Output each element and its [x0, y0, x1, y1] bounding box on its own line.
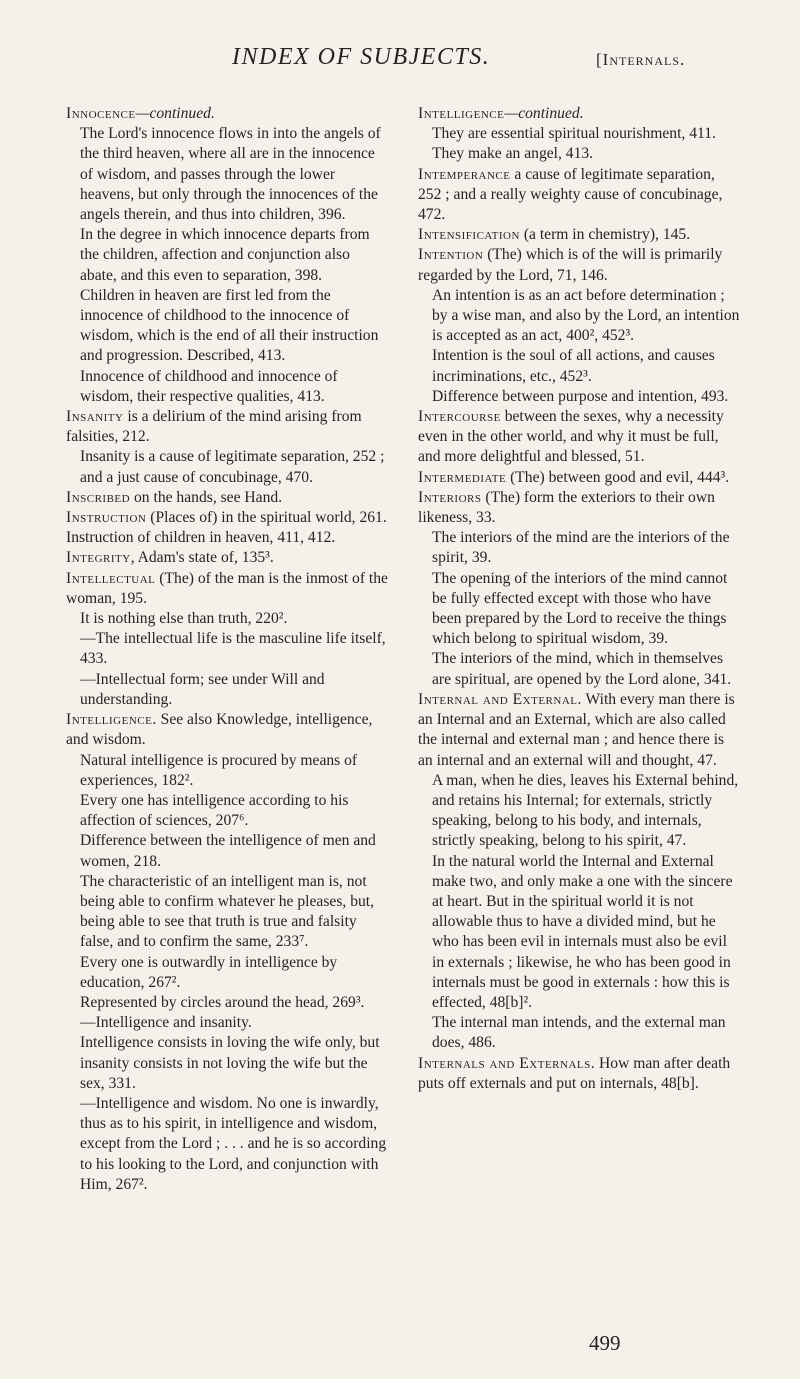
index-subentry: Natural intelligence is procured by means of experiences, 182².: [80, 751, 358, 789]
index-subentry: In the natural world the Internal and External make two, and only make a one with the sincere at heart. But in the spiritual world it is not allowable thus to have a divided mind, but he who has been evil in internals must also be evil in externals ; likewise, he who has been good in internals must be good in externals : how this is effected, 48[b]².: [432, 852, 733, 1011]
left-column: [66, 104, 388, 1195]
index-entry: [418, 488, 740, 528]
index-subentry: —Intelligence and wisdom. No one is inwardly, thus as to his spirit, in intelligence and wisdom, except from the Lord ; . . . and he is so according to his looking to the Lord, and conjunction with Him, 267².: [80, 1094, 387, 1193]
running-title: INDEX OF SUBJECTS.: [232, 44, 491, 70]
entry-text: —continued.: [135, 105, 215, 122]
index-entry: [66, 548, 388, 568]
index-subentry: —The intellectual life is the masculine life itself, 433.: [80, 630, 386, 668]
index-subentry: —Intellectual form; see under Will and understanding.: [80, 670, 325, 708]
index-entry: [66, 104, 388, 124]
entry-heading: Intermediate: [418, 468, 507, 486]
index-subentry: They make an angel, 413.: [432, 145, 594, 163]
entry-heading: Intellectual: [66, 569, 156, 587]
entry-text: , Adam's state of, 135³.: [130, 549, 274, 567]
page-header: [0, 44, 800, 84]
index-entry: [418, 165, 740, 226]
index-entry: [418, 690, 740, 771]
index-subentry: The interiors of the mind, which in themselves are spiritual, are opened by the Lord alone, 341.: [432, 650, 732, 688]
index-subentry: Every one has intelligence according to his affection of sciences, 207⁶.: [80, 791, 349, 830]
entry-text: (Places of) in the spiritual world, 261. Instruction of children in heaven, 411, 412.: [66, 509, 387, 547]
index-entry: [418, 104, 740, 124]
index-subentry: Intelligence consists in loving the wife only, but insanity consists in not loving the wife but the sex, 331.: [80, 1034, 380, 1092]
entry-heading: Internals and Externals.: [418, 1054, 596, 1072]
entry-heading: Interiors: [418, 488, 482, 506]
entry-text: See also Knowledge, intelligence, and wisdom.: [66, 711, 373, 749]
entry-text: on the hands, see Hand.: [130, 488, 283, 506]
entry-heading: Intention: [418, 246, 484, 264]
index-subentry: It is nothing else than truth, 220².: [80, 610, 288, 628]
index-subentry: Every one is outwardly in intelligence by education, 267².: [80, 953, 338, 991]
index-entry: [418, 1054, 740, 1094]
entry-text: (The) between good and evil, 444³.: [506, 468, 730, 486]
index-entry: [66, 569, 388, 609]
page-number: 499: [589, 1331, 621, 1355]
entry-heading: Integrity: [66, 549, 131, 567]
index-subentry: The internal man intends, and the external man does, 486.: [432, 1014, 726, 1052]
index-subentry: They are essential spiritual nourishment, 411.: [432, 125, 716, 143]
right-column: [418, 104, 740, 1094]
index-entry: [418, 245, 740, 285]
index-subentry: Innocence of childhood and innocence of wisdom, their respective qualities, 413.: [80, 367, 338, 405]
entry-heading: Intemperance: [418, 165, 511, 183]
entry-text: (The) form the exteriors to their own likeness, 33.: [418, 488, 715, 527]
entry-heading: Intelligence.: [66, 711, 157, 729]
entry-text: between the sexes, why a necessity even in the other world, and why it must be full, and more delightful and blessed, 51.: [418, 408, 724, 466]
entry-heading: Intelligence: [418, 105, 505, 122]
index-subentry: The opening of the interiors of the mind cannot be fully effected except with those who have been prepared by the Lord to receive the things which belong to spiritual wisdom, 39.: [432, 569, 728, 648]
index-subentry: The characteristic of an intelligent man is, not being able to confirm whatever he pleases, but, being able to see that truth is true and falsity false, and to confirm the same, 233⁷.: [80, 872, 375, 951]
entry-text: With every man there is an Internal and an External, which are also called the internal and external man ; and hence there is an internal and an external will and thought, 47.: [418, 690, 735, 769]
section-tag: [Internals.: [596, 50, 686, 69]
index-subentry: Difference between the intelligence of men and women, 218.: [80, 832, 376, 870]
entry-heading: Instruction: [66, 509, 147, 527]
entry-heading: Inscribed: [66, 488, 131, 506]
index-entry: [418, 468, 740, 488]
entry-text: (a term in chemistry), 145.: [519, 226, 691, 244]
entry-heading: Innocence: [66, 105, 136, 122]
entry-text: (The) which is of the will is primarily regarded by the Lord, 71, 146.: [418, 246, 723, 284]
index-subentry: Difference between purpose and intention, 493.: [432, 387, 729, 405]
index-entry: [418, 407, 740, 468]
index-subentry: —Intelligence and insanity.: [80, 1014, 252, 1032]
entry-heading: Intensification: [418, 226, 520, 244]
entry-heading: Internal and External.: [418, 690, 582, 708]
entry-text: a cause of legitimate separation, 252 ; and a really weighty cause of concubinage, 472.: [418, 165, 723, 224]
index-subentry: Children in heaven are first led from the innocence of childhood to the innocence of wisdom, which is the end of all their instruction and progression. Described, 413.: [80, 286, 379, 365]
entry-text: (The) of the man is the inmost of the woman, 195.: [66, 569, 388, 607]
index-entry: [66, 488, 388, 508]
index-entry: [66, 407, 388, 447]
entry-heading: Intercourse: [418, 408, 501, 426]
index-subentry: The interiors of the mind are the interiors of the spirit, 39.: [432, 529, 730, 567]
index-subentry: Insanity is a cause of legitimate separation, 252 ; and a just cause of concubinage, 470.: [80, 448, 385, 486]
index-entry: [418, 225, 740, 245]
entry-text: is a delirium of the mind arising from falsities, 212.: [66, 408, 362, 446]
index-subentry: Represented by circles around the head, 269³.: [80, 993, 365, 1011]
index-entry: [66, 508, 388, 548]
entry-heading: Insanity: [66, 408, 124, 426]
entry-text: —continued.: [504, 105, 584, 122]
entry-text: How man after death puts off externals and put on internals, 48[b].: [418, 1054, 731, 1092]
index-subentry: The Lord's innocence flows in into the angels of the third heaven, where all are in the innocence of wisdom, and passes through the lower heavens, but only through the innocences of the angels therein, and thus into children, 396.: [80, 125, 381, 224]
index-subentry: In the degree in which innocence departs from the children, affection and conjunction also abate, and this even to separation, 398.: [80, 226, 370, 284]
index-subentry: A man, when he dies, leaves his External behind, and retains his Internal; for externals, strictly speaking, belong to his body, and internals, strictly speaking, belong to his spirit, 47.: [432, 771, 739, 850]
index-entry: [66, 710, 388, 750]
index-subentry: An intention is as an act before determination ; by a wise man, and also by the Lord, an intention is accepted as an act, 400², 452³.: [432, 286, 740, 345]
index-subentry: Intention is the soul of all actions, and causes incriminations, etc., 452³.: [432, 347, 715, 385]
